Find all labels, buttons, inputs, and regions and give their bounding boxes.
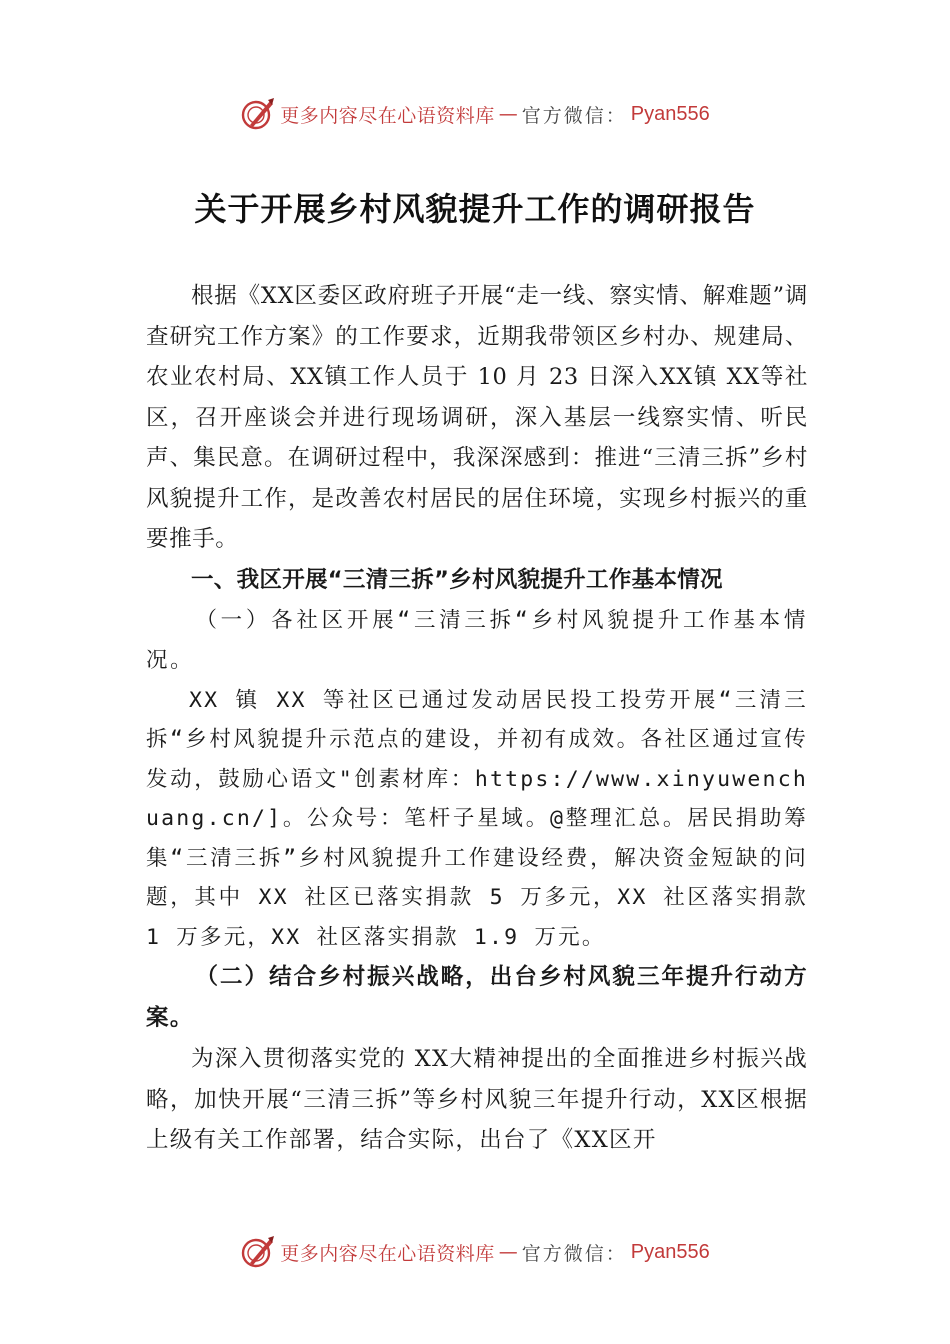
intro-paragraph: 根据《XX区委区政府班子开展“走一线、察实情、解难题”调查研究工作方案》的工作要求，近期我带领区乡村办、规建局、农业农村局、XX镇工作人员于 10 月 23 日深入XX镇 XX等社区，召开座谈会并进行现场调研，深入基层一线察实情、听民声、集民意。在调研过程中，我深深感到：推进“三清三拆”乡村风貌提升工作，是改善农村居民的居住环境，实现乡村振兴的重要推手。 xyxy=(146,283,808,552)
watermark-official-label: 官方微信： xyxy=(521,104,627,127)
subsection-2-heading: （二）结合乡村振兴战略，出台乡村风貌三年提升行动方案。 xyxy=(146,964,808,1031)
subsection-2-paragraph: 为深入贯彻落实党的 XX大精神提出的全面推进乡村振兴战略，加快开展“三清三拆”等乡村风貌三年提升行动，XX区根据上级有关工作部署，结合实际，出台了《XX区开 xyxy=(146,1046,808,1153)
watermark-wechat-id: Pyan556 xyxy=(630,1240,710,1263)
watermark-dash: — xyxy=(498,1241,518,1263)
document-title: 关于开展乡村风貌提升工作的调研报告 xyxy=(194,190,756,228)
quill-seal-icon xyxy=(240,96,276,132)
subsection-1-paragraph: XX 镇 XX 等社区已通过发动居民投工投劳开展“三清三拆“乡村风貌提升示范点的建设，并初有成效。各社区通过宣传发动，鼓励心语文"创素材库：https://www.xinyuwenchuang.cn/]。公众号：笔杆子星域。@整理汇总。居民捐助筹集“三清三拆”乡村风貌提升工作建设经费，解决资金短缺的问题，其中 XX 社区已落实捐款 5 万多元，XX 社区落实捐款 1 万多元，XX 社区落实捐款 1.9 万元。 xyxy=(146,687,808,950)
subsection-1-heading: （一）各社区开展“三清三拆“乡村风貌提升工作基本情况。 xyxy=(146,607,808,673)
watermark-wechat-id: Pyan556 xyxy=(630,102,710,125)
section-1-heading: 一、我区开展“三清三拆”乡村风貌提升工作基本情况 xyxy=(191,566,723,593)
watermark-library-text: 更多内容尽在心语资料库 xyxy=(280,104,495,127)
footer-watermark xyxy=(0,1232,950,1272)
watermark-dash: — xyxy=(498,103,518,125)
header-watermark xyxy=(0,94,950,134)
watermark-official-label: 官方微信： xyxy=(521,1242,627,1265)
watermark-library-text: 更多内容尽在心语资料库 xyxy=(280,1242,495,1265)
document-body xyxy=(146,276,808,1161)
quill-seal-icon xyxy=(240,1234,276,1270)
